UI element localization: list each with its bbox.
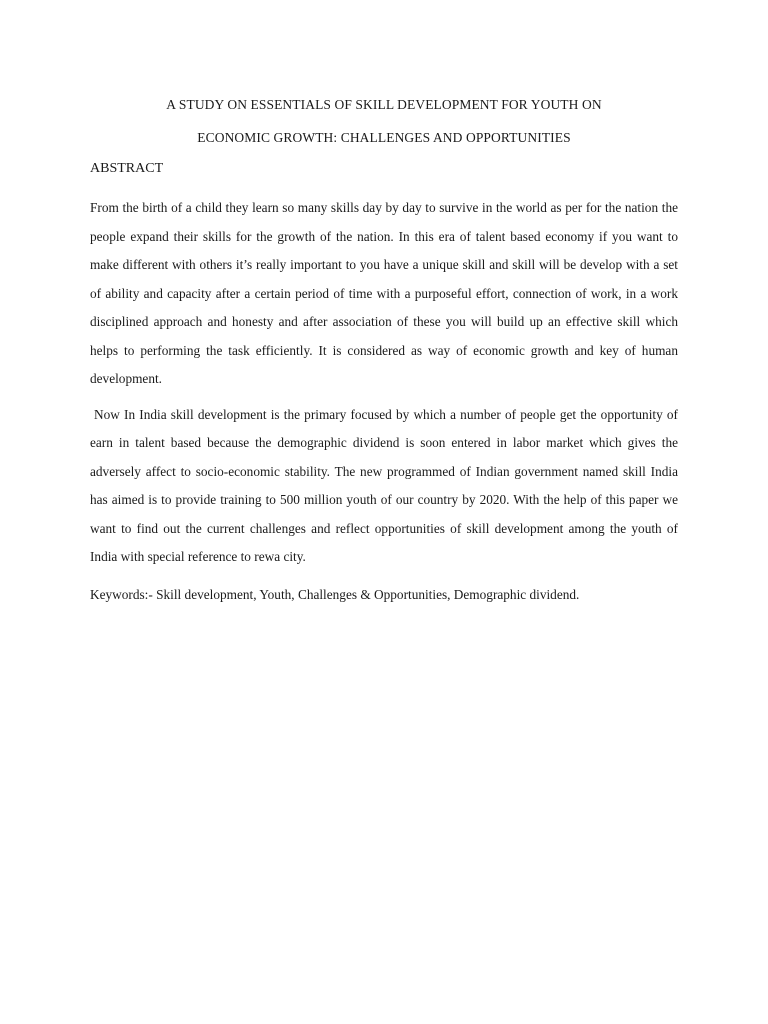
- keywords-line: Keywords:- Skill development, Youth, Challenges & Opportunities, Demographic dividend.: [90, 586, 580, 602]
- title-line-1: A STUDY ON ESSENTIALS OF SKILL DEVELOPMENT FOR YOUTH ON: [166, 97, 602, 112]
- abstract-heading: ABSTRACT: [90, 161, 164, 176]
- title-line-2: ECONOMIC GROWTH: CHALLENGES AND OPPORTUNITIES: [197, 130, 571, 145]
- abstract-paragraph-1: From the birth of a child they learn so many skills day by day to survive in the world as per for the nation the people expand their skills for the growth of the nation. In this era of talent based economy if you want to make different with others it’s really important to you have a unique skill and skill will be develop with a set of ability and capacity after a certain period of time with a purposeful effort, connection of work, in a work disciplined approach and honesty and after association of these you will build up an effective skill which helps to performing the task efficiently. It is considered as way of economic growth and key of human development.: [90, 200, 678, 386]
- document-page: [90, 88, 678, 609]
- abstract-paragraph-2: Now In India skill development is the primary focused by which a number of people get the opportunity of earn in talent based because the demographic dividend is soon entered in labor market which gives the adversely affect to socio-economic stability. The new programmed of Indian government named skill India has aimed is to provide training to 500 million youth of our country by 2020. With the help of this paper we want to find out the current challenges and reflect opportunities of skill development among the youth of India with special reference to rewa city.: [90, 406, 678, 564]
- paper-title: [90, 88, 678, 154]
